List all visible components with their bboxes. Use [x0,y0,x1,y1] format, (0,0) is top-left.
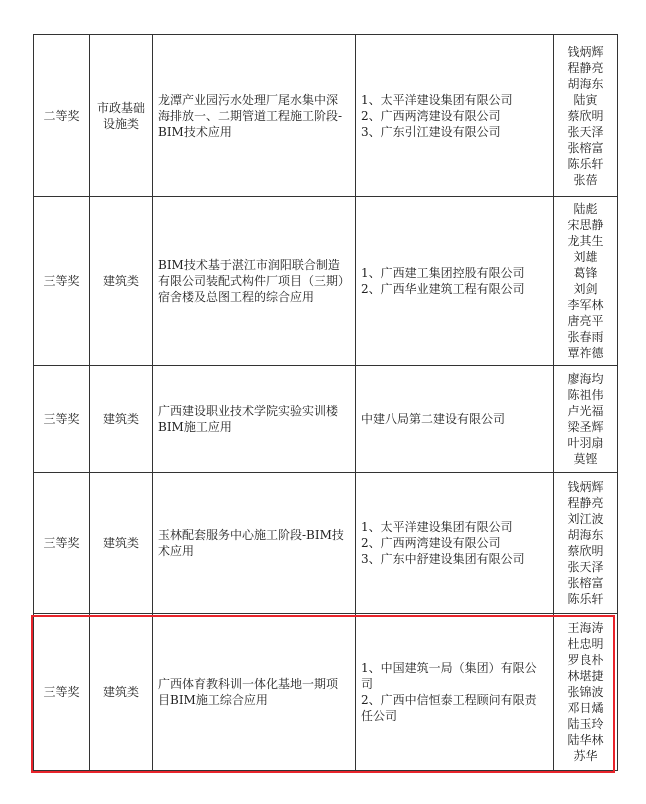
unit-line: 2、广西两湾建设有限公司 [361,536,501,550]
table-row [34,366,618,473]
participant-name: 陆寅 [573,92,598,107]
participant-name: 张天泽 [567,560,604,574]
project-category: 建筑类 [90,197,153,366]
participant-name: 陆彪 [573,202,598,216]
completing-units [356,614,554,771]
participants [554,197,618,366]
unit-line: 1、广西建工集团控股有限公司 [361,266,525,280]
table-row [34,35,618,197]
participant-name: 蔡欣明 [567,108,604,123]
participant-name: 钱炳辉 [567,44,604,59]
participants [554,614,618,771]
awards-table [33,34,618,771]
award-level: 三等奖 [34,614,90,771]
unit-line: 2、广西中信恒泰工程顾问有限责任公司 [361,693,537,723]
completing-units [356,197,554,366]
participant-name: 苏华 [573,749,598,763]
participant-name: 李军林 [567,298,604,312]
participant-name: 刘江波 [567,512,604,526]
participant-name: 刘雄 [573,250,598,264]
participants [554,473,618,614]
participant-name: 王海涛 [567,621,604,635]
participant-name: 邓日燏 [567,701,604,715]
award-level: 三等奖 [34,197,90,366]
unit-line: 1、太平洋建设集团有限公司 [361,520,513,534]
participant-name: 杜忠明 [567,637,604,651]
project-category: 市政基础设施类 [90,35,153,197]
participant-name: 张蓓 [573,172,598,187]
unit-line: 中建八局第二建设有限公司 [361,412,506,426]
participant-name: 梁圣辉 [567,420,604,434]
participant-name: 胡海东 [567,528,604,542]
project-name: 广西建设职业技术学院实验实训楼BIM施工应用 [153,366,356,473]
participants [554,366,618,473]
award-level: 三等奖 [34,473,90,614]
project-category: 建筑类 [90,366,153,473]
project-name: BIM技术基于湛江市润阳联合制造有限公司装配式构件厂项目（三期）宿舍楼及总图工程的综合应用 [153,197,356,366]
participant-name: 胡海东 [567,76,604,91]
participant-name: 林堪捷 [567,669,604,683]
table-row [34,197,618,366]
participant-name: 程静亮 [567,60,604,75]
participant-name: 覃祚德 [567,346,604,360]
participant-name: 蔡欣明 [567,544,604,558]
table-row [34,473,618,614]
participant-name: 张天泽 [567,124,604,139]
participant-name: 龙其生 [567,234,604,248]
participant-name: 刘剑 [573,282,598,296]
participant-name: 张榕富 [567,140,604,155]
participant-name: 陈乐轩 [567,592,604,606]
participant-name: 张榕富 [567,576,604,590]
participant-name: 陆玉玲 [567,717,604,731]
table-row [34,614,618,771]
participant-name: 莫铿 [573,452,598,466]
participant-name: 程静亮 [567,496,604,510]
participant-name: 陆华林 [567,733,604,747]
participant-name: 钱炳辉 [567,480,604,494]
completing-units [356,35,554,197]
participant-name: 唐亮平 [567,314,604,328]
unit-line: 3、广东引江建设有限公司 [361,124,501,139]
unit-line: 3、广东中舒建设集团有限公司 [361,552,525,566]
participants [554,35,618,197]
unit-line: 2、广西华业建筑工程有限公司 [361,282,525,296]
award-level: 三等奖 [34,366,90,473]
participant-name: 叶羽扇 [567,436,604,450]
project-name: 龙潭产业园污水处理厂尾水集中深海排放一、二期管道工程施工阶段-BIM技术应用 [153,35,356,197]
participant-name: 宋思静 [567,218,604,232]
participant-name: 卢光福 [567,404,604,418]
project-category: 建筑类 [90,473,153,614]
participant-name: 陈乐轩 [567,156,604,171]
participant-name: 廖海均 [567,372,604,386]
completing-units [356,366,554,473]
project-category: 建筑类 [90,614,153,771]
participant-name: 陈祖伟 [567,388,604,402]
participant-name: 葛锋 [573,266,598,280]
project-name: 玉林配套服务中心施工阶段-BIM技术应用 [153,473,356,614]
participant-name: 张锦波 [567,685,604,699]
project-name: 广西体育教科训一体化基地一期项目BIM施工综合应用 [153,614,356,771]
participant-name: 罗良朴 [567,653,604,667]
unit-line: 2、广西两湾建设有限公司 [361,108,501,123]
award-level: 二等奖 [34,35,90,197]
completing-units [356,473,554,614]
unit-line: 1、中国建筑一局（集团）有限公司 [361,661,537,691]
unit-line: 1、太平洋建设集团有限公司 [361,92,513,107]
participant-name: 张春雨 [567,330,604,344]
